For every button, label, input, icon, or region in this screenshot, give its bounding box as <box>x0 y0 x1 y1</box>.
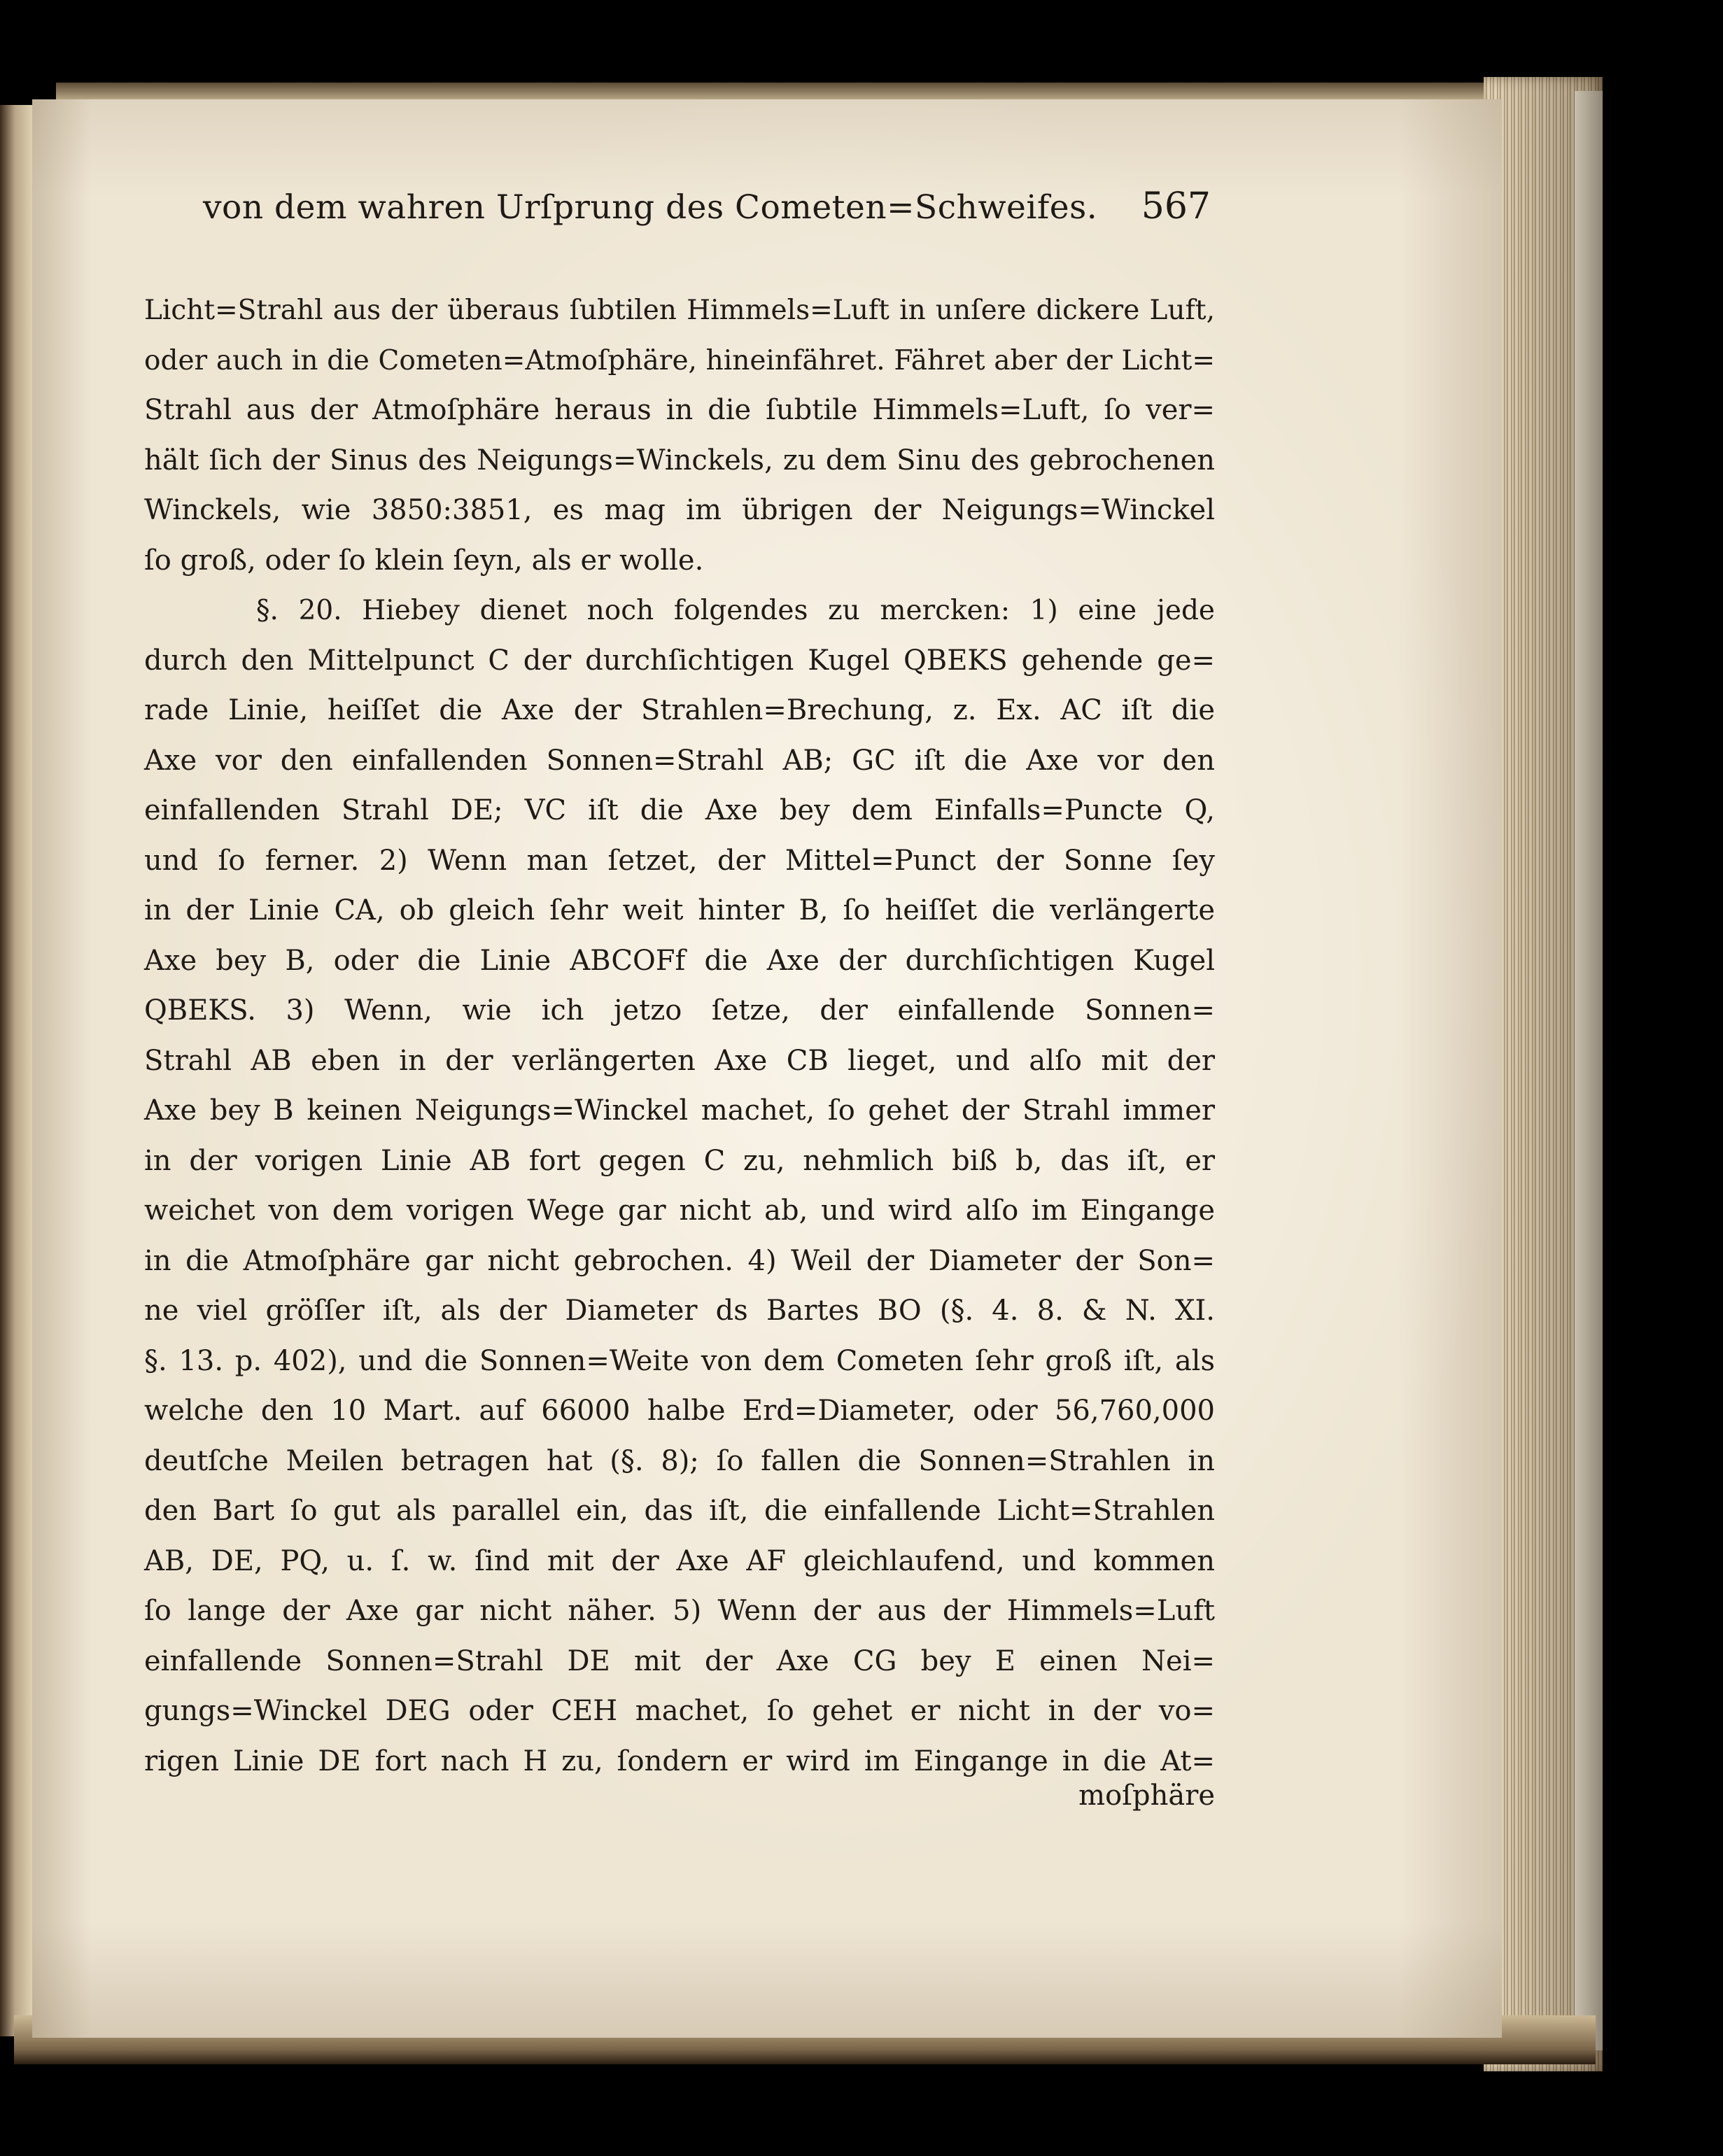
text-line: welche den 10 Mart. auf 66000 halbe Erd=Diameter, oder 56,760,000 <box>144 1395 1215 1427</box>
text-line: den Bart ſo gut als parallel ein, das iſt, die einfallende Licht=Strahlen <box>144 1495 1215 1527</box>
text-line: gungs=Winckel DEG oder CEH machet, ſo gehet er nicht in der vo= <box>144 1695 1215 1727</box>
running-head <box>203 185 1211 248</box>
body-text <box>144 286 1215 1787</box>
book-cover-board <box>1575 91 1603 2050</box>
text-line: durch den Mittelpunct C der durchſichtigen Kugel QBEKS gehende ge= <box>144 644 1215 677</box>
text-line: rigen Linie DE fort nach H zu, ſondern er wird im Eingange in die At= <box>144 1745 1215 1777</box>
text-line: §. 20. Hiebey dienet noch folgendes zu mercken: 1) eine jede <box>256 595 1215 626</box>
text-line: QBEKS. 3) Wenn, wie ich jetzo ſetze, der einfallende Sonnen= <box>144 994 1215 1027</box>
running-title: von dem wahren Urſprung des Cometen=Schweifes. <box>203 188 1098 227</box>
text-line: weichet von dem vorigen Wege gar nicht ab, und wird alſo im Eingange <box>144 1195 1215 1227</box>
text-line: Winckels, wie 3850:3851, es mag im übrigen der Neigungs=Winckel <box>144 494 1215 526</box>
text-line: ſo lange der Axe gar nicht näher. 5) Wenn der aus der Himmels=Luft <box>144 1595 1215 1627</box>
text-line: Axe bey B keinen Neigungs=Winckel machet, ſo gehet der Strahl immer <box>144 1094 1215 1127</box>
text-line: ne viel gröſſer iſt, als der Diameter ds Bartes BO (§. 4. 8. & N. XI. <box>144 1295 1215 1327</box>
text-line: und ſo ferner. 2) Wenn man ſetzet, der Mittel=Punct der Sonne ſey <box>144 844 1215 877</box>
text-line: Axe bey B, oder die Linie ABCOFf die Axe der durchſichtigen Kugel <box>144 944 1215 977</box>
catchword: moſphäre <box>1078 1780 1215 1812</box>
text-line: einfallende Sonnen=Strahl DE mit der Axe CG bey E einen Nei= <box>144 1644 1215 1677</box>
text-line: in die Atmoſphäre gar nicht gebrochen. 4) Weil der Diameter der Son= <box>144 1244 1215 1277</box>
text-line: AB, DE, PQ, u. ſ. w. ſind mit der Axe AF gleichlaufend, und kommen <box>144 1544 1215 1577</box>
text-line: Axe vor den einfallenden Sonnen=Strahl AB; GC iſt die Axe vor den <box>144 744 1215 777</box>
text-line: ſo groß, oder ſo klein ſeyn, als er wolle. <box>144 544 704 577</box>
text-line: oder auch in die Cometen=Atmoſphäre, hineinfähret. Fähret aber der Licht= <box>144 344 1215 376</box>
previous-page-edge <box>0 105 34 2036</box>
text-line: Licht=Strahl aus der überaus ſubtilen Himmels=Luft in unſere dickere Luft, <box>144 295 1215 326</box>
text-line: Strahl aus der Atmoſphäre heraus in die ſubtile Himmels=Luft, ſo ver= <box>144 394 1215 426</box>
text-line: rade Linie, heiſſet die Axe der Strahlen=Brechung, z. Ex. AC iſt die <box>144 694 1215 726</box>
text-line: in der vorigen Linie AB fort gegen C zu, nehmlich biß b, das iſt, er <box>144 1144 1215 1177</box>
text-line: §. 13. p. 402), und die Sonnen=Weite von dem Cometen ſehr groß iſt, als <box>144 1344 1215 1377</box>
text-line: deutſche Meilen betragen hat (§. 8); ſo fallen die Sonnen=Strahlen in <box>144 1444 1215 1477</box>
text-line: Strahl AB eben in der verlängerten Axe CB lieget, und alſo mit der <box>144 1044 1215 1077</box>
page-number: 567 <box>1141 185 1211 227</box>
text-line: hält ſich der Sinus des Neigungs=Winckels, zu dem Sinu des gebrochenen <box>144 444 1215 477</box>
text-line: einfallenden Strahl DE; VC iſt die Axe bey dem Einfalls=Puncte Q, <box>144 794 1215 826</box>
text-line: in der Linie CA, ob gleich ſehr weit hinter B, ſo heiſſet die verlängerte <box>144 894 1215 926</box>
